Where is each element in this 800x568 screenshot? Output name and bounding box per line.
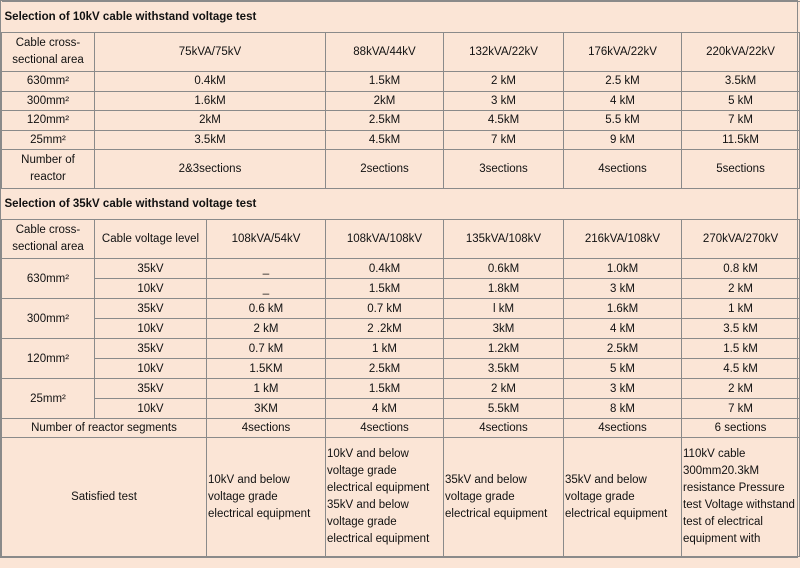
value-cell: 0.4kM [95,72,326,92]
voltage-cell: 10kV [95,279,207,299]
reactor-value: 2&3sections [95,150,326,189]
value-cell: 1.5 kM [682,339,800,359]
reactor-label: Number of reactor [2,150,95,189]
voltage-cell: 35kV [95,339,207,359]
capacity-header: 135kVA/108kV [444,220,564,259]
value-cell: 2 kM [444,72,564,92]
voltage-cell: 10kV [95,319,207,339]
capacity-header: 270kVA/270kV [682,220,800,259]
capacity-header: 220kVA/22kV [682,33,800,72]
reactor-value: 4sections [564,150,682,189]
value-cell: 1 kM [682,299,800,319]
segments-value: 4sections [444,419,564,438]
value-cell: 2.5kM [326,359,444,379]
satisfied-value: 10kV and below voltage grade electrical equipment [207,438,326,557]
section1-header-row [2,33,800,72]
voltage-cell: 35kV [95,379,207,399]
capacity-header: 132kVA/22kV [444,33,564,72]
value-cell: 2 kM [207,319,326,339]
value-cell: 3.5kM [444,359,564,379]
value-cell: 3.5kM [682,72,800,92]
capacity-header: 216kVA/108kV [564,220,682,259]
value-cell: 0.6kM [444,259,564,279]
segments-value: 4sections [326,419,444,438]
value-cell: l kM [444,299,564,319]
value-cell: 1.0kM [564,259,682,279]
value-cell: 3KM [207,399,326,419]
satisfied-value: 35kV and below voltage grade electrical equipment [564,438,682,557]
segments-value: 4sections [207,419,326,438]
segments-value: 6 sections [682,419,800,438]
table-row [2,279,800,299]
table-row [2,259,800,279]
segments-label: Number of reactor segments [2,419,207,438]
segments-value: 4sections [564,419,682,438]
satisfied-value: 35kV and below voltage grade electrical equipment [444,438,564,557]
table-row [2,319,800,339]
area-header: Cable cross-sectional area [2,33,95,72]
reactor-value: 5sections [682,150,800,189]
capacity-header: 75kVA/75kV [95,33,326,72]
value-cell: _ [207,279,326,299]
value-cell: 2 kM [682,379,800,399]
area-cell: 120mm² [2,339,95,379]
value-cell: 2 kM [444,379,564,399]
value-cell: 4 kM [564,91,682,111]
value-cell: 1.2kM [444,339,564,359]
value-cell: 1.6kM [95,91,326,111]
satisfied-value: 10kV and below voltage grade electrical equipment 35kV and below voltage grade electrical equipment [326,438,444,557]
value-cell: 7 kM [682,399,800,419]
value-cell: 3.5kM [95,130,326,150]
reactor-value: 3sections [444,150,564,189]
value-cell: 9 kM [564,130,682,150]
area-cell: 630mm² [2,259,95,299]
value-cell: 2 kM [682,279,800,299]
voltage-cell: 35kV [95,259,207,279]
table-row [2,339,800,359]
value-cell: 0.8 kM [682,259,800,279]
capacity-header: 176kVA/22kV [564,33,682,72]
table-row [2,91,800,111]
value-cell: 0.4kM [326,259,444,279]
value-cell: 5 kM [682,91,800,111]
table-row [2,359,800,379]
section1-title-row [2,2,800,33]
value-cell: 3kM [444,319,564,339]
value-cell: 1.8kM [444,279,564,299]
capacity-header: 108kVA/54kV [207,220,326,259]
value-cell: 5.5 kM [564,111,682,131]
value-cell: 4 kM [326,399,444,419]
table-row [2,111,800,131]
table-row [2,299,800,319]
value-cell: 1.5kM [326,379,444,399]
satisfied-label: Satisfied test [2,438,207,557]
voltage-cell: 10kV [95,399,207,419]
section1-title: Selection of 10kV cable withstand voltage test [2,2,800,33]
value-cell: 11.5kM [682,130,800,150]
section2-title: Selection of 35kV cable withstand voltage test [2,189,800,220]
area-cell: 25mm² [2,379,95,419]
section2-header-row [2,220,800,259]
value-cell: 2.5 kM [564,72,682,92]
value-cell: 0.7 kM [326,299,444,319]
value-cell: 1.5kM [326,279,444,299]
capacity-header: 88kVA/44kV [326,33,444,72]
value-cell: 1 kM [326,339,444,359]
value-cell: 1.5kM [326,72,444,92]
table-row [2,72,800,92]
value-cell: 4.5 kM [682,359,800,379]
value-cell: 4 kM [564,319,682,339]
capacity-header: 108kVA/108kV [326,220,444,259]
voltage-cell: 10kV [95,359,207,379]
value-cell: 2.5kM [326,111,444,131]
table-row [2,379,800,399]
voltage-header: Cable voltage level [95,220,207,259]
value-cell: 7 kM [444,130,564,150]
value-cell: 0.6 kM [207,299,326,319]
value-cell: 4.5kM [326,130,444,150]
value-cell: 1.5KM [207,359,326,379]
value-cell: 5.5kM [444,399,564,419]
area-header: Cable cross-sectional area [2,220,95,259]
value-cell: 0.7 kM [207,339,326,359]
section2-title-row [2,189,800,220]
area-cell: 300mm² [2,91,95,111]
satisfied-value: 110kV cable 300mm20.3kM resistance Pressure test Voltage withstand test of electrical equipment with [682,438,800,557]
value-cell: 3.5 kM [682,319,800,339]
table-row [2,130,800,150]
value-cell: 2kM [95,111,326,131]
value-cell: 3 kM [564,279,682,299]
area-cell: 630mm² [2,72,95,92]
voltage-cell: 35kV [95,299,207,319]
value-cell: 4.5kM [444,111,564,131]
segments-row [2,419,800,438]
table-row [2,399,800,419]
value-cell: 5 kM [564,359,682,379]
value-cell: 1.6kM [564,299,682,319]
reactor-value: 2sections [326,150,444,189]
value-cell: _ [207,259,326,279]
value-cell: 3 kM [564,379,682,399]
cable-test-table [1,1,800,557]
value-cell: 7 kM [682,111,800,131]
area-cell: 300mm² [2,299,95,339]
value-cell: 2.5kM [564,339,682,359]
value-cell: 1 kM [207,379,326,399]
area-cell: 120mm² [2,111,95,131]
value-cell: 8 kM [564,399,682,419]
satisfied-row [2,438,800,557]
value-cell: 2kM [326,91,444,111]
area-cell: 25mm² [2,130,95,150]
value-cell: 2 .2kM [326,319,444,339]
value-cell: 3 kM [444,91,564,111]
reactor-row [2,150,800,189]
